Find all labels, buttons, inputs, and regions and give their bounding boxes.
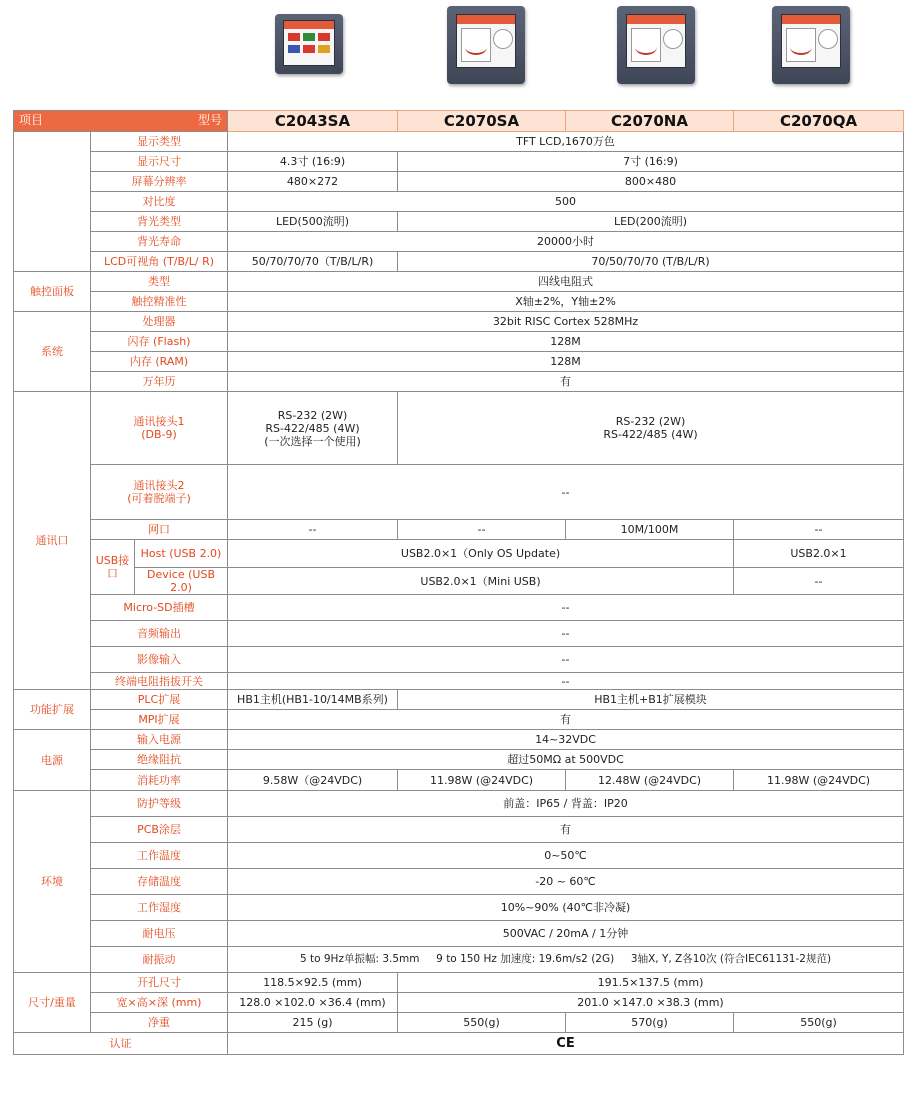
row-label: 显示类型	[91, 132, 228, 152]
header-row	[14, 111, 904, 132]
table-row	[14, 895, 904, 921]
row-value: 11.98W (@24VDC)	[398, 770, 566, 791]
table-row	[14, 710, 904, 730]
usb-device-label: Device (USB 2.0)	[135, 568, 228, 595]
row-label: 对比度	[91, 192, 228, 212]
category-system: 系统	[14, 312, 91, 392]
row-value: 550(g)	[734, 1013, 904, 1033]
table-row	[14, 1033, 904, 1055]
row-value: 7寸 (16:9)	[398, 152, 904, 172]
row-value: 500VAC / 20mA / 1分钟	[228, 921, 904, 947]
product-image-c2070sa	[447, 6, 525, 84]
row-value: 有	[228, 372, 904, 392]
row-value: 128M	[228, 352, 904, 372]
row-label: 网口	[91, 520, 228, 540]
row-value: 128.0 ×102.0 ×36.4 (mm)	[228, 993, 398, 1013]
row-value: --	[228, 673, 904, 690]
product-image-c2043sa	[275, 14, 343, 74]
row-value: --	[398, 520, 566, 540]
row-label: PLC扩展	[91, 690, 228, 710]
row-label: 绝缘阻抗	[91, 750, 228, 770]
row-value: --	[734, 568, 904, 595]
category-func: 功能扩展	[14, 690, 91, 730]
table-row	[14, 132, 904, 152]
row-value: 5 to 9Hz单振幅: 3.5mm 9 to 150 Hz 加速度: 19.6m/s2 (2G) 3轴X, Y, Z各10次 (符合IEC61131-2规范)	[228, 947, 904, 973]
row-label: MPI扩展	[91, 710, 228, 730]
header-item-label: 项目	[19, 113, 44, 127]
row-value: 9.58W（@24VDC)	[228, 770, 398, 791]
row-label: 输入电源	[91, 730, 228, 750]
row-label: 终端电阻指拔开关	[91, 673, 228, 690]
row-label: 屏幕分辨率	[91, 172, 228, 192]
row-label: 触控精准性	[91, 292, 228, 312]
table-row	[14, 272, 904, 292]
category-touch: 触控面板	[14, 272, 91, 312]
table-row	[14, 1013, 904, 1033]
row-value: 14~32VDC	[228, 730, 904, 750]
table-row	[14, 540, 904, 568]
usb-label: USB接口	[91, 540, 135, 595]
table-row	[14, 647, 904, 673]
row-value: --	[228, 647, 904, 673]
row-label: LCD可视角 (T/B/L/ R)	[91, 252, 228, 272]
row-value: USB2.0×1	[734, 540, 904, 568]
table-row	[14, 172, 904, 192]
model-c2043sa: C2043SA	[228, 111, 398, 132]
row-label: 净重	[91, 1013, 228, 1033]
table-row	[14, 690, 904, 710]
row-value: 前盖：IP65 / 背盖：IP20	[228, 791, 904, 817]
row-value: 500	[228, 192, 904, 212]
row-value: --	[228, 465, 904, 520]
row-value: 70/50/70/70 (T/B/L/R)	[398, 252, 904, 272]
row-label: 通讯接头2 (可着脱端子)	[91, 465, 228, 520]
category-power: 电源	[14, 730, 91, 791]
row-value: 128M	[228, 332, 904, 352]
table-row	[14, 568, 904, 595]
table-row	[14, 843, 904, 869]
row-value: 20000小时	[228, 232, 904, 252]
table-row	[14, 312, 904, 332]
row-value: 11.98W (@24VDC)	[734, 770, 904, 791]
cert-value: CE	[228, 1033, 904, 1055]
row-value: USB2.0×1（Mini USB)	[228, 568, 734, 595]
table-row	[14, 292, 904, 312]
row-label: 内存 (RAM)	[91, 352, 228, 372]
row-value: 0~50℃	[228, 843, 904, 869]
table-row	[14, 770, 904, 791]
row-label: Micro-SD插槽	[91, 595, 228, 621]
row-value: HB1主机(HB1-10/14MB系列)	[228, 690, 398, 710]
row-value: 有	[228, 817, 904, 843]
row-value: 191.5×137.5 (mm)	[398, 973, 904, 993]
row-value: LED(500流明)	[228, 212, 398, 232]
row-label: 防护等级	[91, 791, 228, 817]
row-value: --	[228, 595, 904, 621]
model-c2070sa: C2070SA	[398, 111, 566, 132]
table-row	[14, 465, 904, 520]
table-row	[14, 869, 904, 895]
category-comm: 通讯口	[14, 392, 91, 690]
product-image-c2070qa	[772, 6, 850, 84]
table-row	[14, 372, 904, 392]
row-label: 宽×高×深 (mm)	[91, 993, 228, 1013]
row-value: RS-232 (2W) RS-422/485 (4W)	[398, 392, 904, 465]
table-row	[14, 947, 904, 973]
row-value: 超过50MΩ at 500VDC	[228, 750, 904, 770]
product-images	[0, 0, 916, 100]
row-value: 118.5×92.5 (mm)	[228, 973, 398, 993]
category-size: 尺寸/重量	[14, 973, 91, 1033]
row-value: --	[228, 520, 398, 540]
row-label: 背光寿命	[91, 232, 228, 252]
row-value: 四线电阻式	[228, 272, 904, 292]
row-value: --	[734, 520, 904, 540]
row-value: 570(g)	[566, 1013, 734, 1033]
table-row	[14, 921, 904, 947]
row-label: 背光类型	[91, 212, 228, 232]
row-value: X轴±2%，Y轴±2%	[228, 292, 904, 312]
row-value: 10M/100M	[566, 520, 734, 540]
category-cert: 认证	[14, 1033, 228, 1055]
table-row	[14, 352, 904, 372]
model-c2070qa: C2070QA	[734, 111, 904, 132]
row-value: 550(g)	[398, 1013, 566, 1033]
table-row	[14, 673, 904, 690]
table-row	[14, 973, 904, 993]
table-row	[14, 750, 904, 770]
row-value: RS-232 (2W) RS-422/485 (4W) (一次选择一个使用)	[228, 392, 398, 465]
row-label: 音频输出	[91, 621, 228, 647]
model-c2070na: C2070NA	[566, 111, 734, 132]
table-row	[14, 212, 904, 232]
row-label: 显示尺寸	[91, 152, 228, 172]
category-display	[14, 132, 91, 272]
table-row	[14, 232, 904, 252]
row-label: 处理器	[91, 312, 228, 332]
row-value: 32bit RISC Cortex 528MHz	[228, 312, 904, 332]
header-corner	[14, 111, 228, 132]
row-value: 有	[228, 710, 904, 730]
row-label: 通讯接头1 (DB-9)	[91, 392, 228, 465]
row-value: 4.3寸 (16:9)	[228, 152, 398, 172]
row-label: 工作湿度	[91, 895, 228, 921]
row-label: 耐电压	[91, 921, 228, 947]
row-value: HB1主机+B1扩展模块	[398, 690, 904, 710]
usb-host-label: Host (USB 2.0)	[135, 540, 228, 568]
row-value: -20 ~ 60℃	[228, 869, 904, 895]
row-value: 480×272	[228, 172, 398, 192]
table-row	[14, 520, 904, 540]
table-row	[14, 595, 904, 621]
spec-table	[13, 110, 904, 1055]
table-row	[14, 993, 904, 1013]
table-row	[14, 791, 904, 817]
table-row	[14, 730, 904, 750]
table-row	[14, 621, 904, 647]
table-row	[14, 332, 904, 352]
row-value: 12.48W (@24VDC)	[566, 770, 734, 791]
row-label: 开孔尺寸	[91, 973, 228, 993]
row-label: 万年历	[91, 372, 228, 392]
table-row	[14, 152, 904, 172]
row-label: 影像输入	[91, 647, 228, 673]
table-row	[14, 192, 904, 212]
row-value: 10%~90% (40℃非冷凝)	[228, 895, 904, 921]
row-value: TFT LCD,1670万色	[228, 132, 904, 152]
row-label: 闪存 (Flash)	[91, 332, 228, 352]
row-label: 工作温度	[91, 843, 228, 869]
row-label: 耐振动	[91, 947, 228, 973]
row-value: LED(200流明)	[398, 212, 904, 232]
row-value: 215 (g)	[228, 1013, 398, 1033]
row-value: USB2.0×1（Only OS Update)	[228, 540, 734, 568]
row-value: --	[228, 621, 904, 647]
category-env: 环境	[14, 791, 91, 973]
row-value: 800×480	[398, 172, 904, 192]
row-value: 50/70/70/70（T/B/L/R)	[228, 252, 398, 272]
table-row	[14, 392, 904, 465]
header-model-label: 型号	[198, 113, 223, 127]
table-row	[14, 252, 904, 272]
row-label: 消耗功率	[91, 770, 228, 791]
row-label: 类型	[91, 272, 228, 292]
table-row	[14, 817, 904, 843]
product-image-c2070na	[617, 6, 695, 84]
row-label: 存储温度	[91, 869, 228, 895]
row-value: 201.0 ×147.0 ×38.3 (mm)	[398, 993, 904, 1013]
row-label: PCB涂层	[91, 817, 228, 843]
